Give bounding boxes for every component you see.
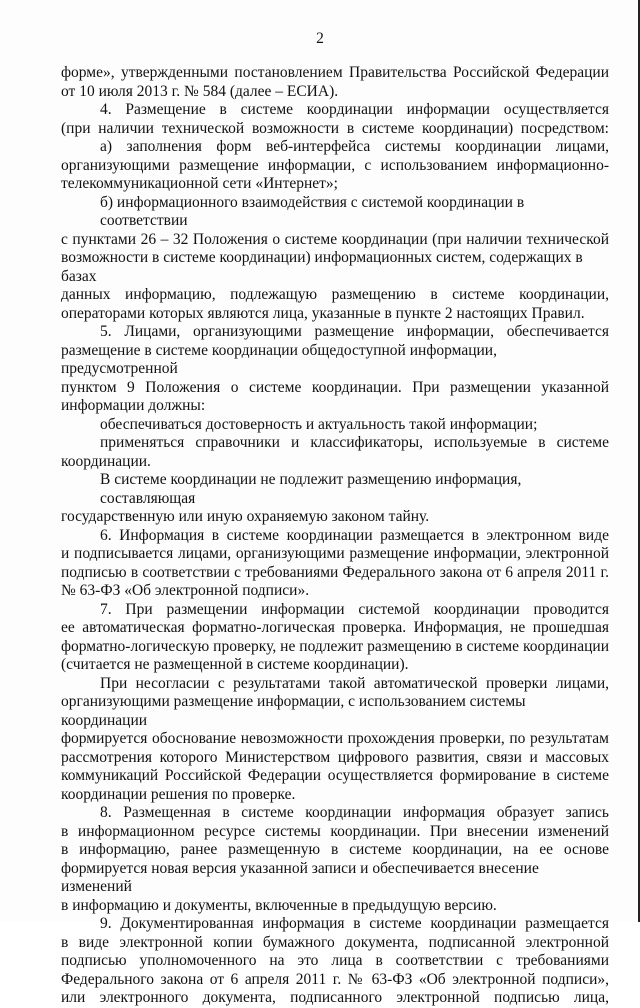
text-line: 4. Размещение в системе координации информации осуществляется <box>100 101 609 118</box>
text-line: организующими размещение информации, с использованием системы координации <box>61 693 526 729</box>
text-line: в информацию, ранее размещенную в системе координации, на ее основе <box>61 841 609 858</box>
text-line: телекоммуникационной сети «Интернет»; <box>61 175 338 192</box>
text-line: коммуникаций Российской Федерации осуществляется формирование в системе <box>61 767 609 784</box>
page-number: 2 <box>316 30 324 47</box>
text-line: рассмотрения которого Министерством цифрового развития, связи и массовых <box>61 748 609 766</box>
text-line: координации. <box>61 452 151 470</box>
text-line: или электронного документа, подписанного электронной подписью лица, <box>61 989 609 1006</box>
text-line: организующими размещение информации, с использованием информационно- <box>61 156 609 174</box>
text-line: размещение в системе координации общедоступной информации, предусмотренной <box>61 341 497 377</box>
text-line: 5. Лицами, организующими размещение информации, обеспечивается <box>100 323 609 340</box>
text-line: с пунктами 26 – 32 Положения о системе координации (при наличии технической <box>61 230 609 248</box>
text-line: 8. Размещенная в системе координации информация образует запись <box>100 804 609 821</box>
text-line: пунктом 9 Положения о системе координации. При размещении указанной <box>61 378 609 396</box>
text-line: (при наличии технической возможности в системе координации) посредством: <box>61 119 609 137</box>
text-line: координации решения по проверке. <box>61 785 296 803</box>
text-line: в информационном ресурсе системы координации. При внесении изменений <box>61 822 609 840</box>
text-line: в виде электронной копии бумажного документа, подписанной электронной <box>61 933 609 951</box>
text-line: (считается не размещенной в системе координации). <box>61 656 409 673</box>
text-line: формируется новая версия указанной записи и обеспечивается внесение изменений <box>61 859 539 895</box>
text-line: информации должны: <box>61 397 206 414</box>
text-line: Федерального закона от 6 апреля 2011 г. № 63-ФЗ «Об электронной подписи», <box>61 970 609 988</box>
text-line: формируется обоснование невозможности прохождения проверки, по результатам <box>61 730 609 747</box>
text-line: подписью в соответствии с требованиями Федерального закона от 6 апреля 2011 г. <box>61 563 609 581</box>
text-line: возможности в системе координации) информационных систем, содержащих в базах <box>61 249 583 285</box>
text-line: применяться справочники и классификаторы, используемые в системе <box>100 434 609 451</box>
text-line: от 10 июля 2013 г. № 584 (далее – ЕСИА). <box>61 82 339 100</box>
text-line: обеспечиваться достоверность и актуальность такой информации; <box>100 415 538 433</box>
text-line: При несогласии с результатами такой автоматической проверки лицами, <box>100 674 609 692</box>
text-line: 7. При размещении информации системой координации проводится <box>100 600 609 618</box>
text-line: ее автоматическая форматно-логическая проверка. Информация, не прошедшая <box>61 619 609 636</box>
text-line: форме», утвержденными постановлением Правительства Российской Федерации <box>61 64 609 81</box>
text-line: в информацию и документы, включенные в предыдущую версию. <box>61 896 497 914</box>
document-body <box>61 64 609 1008</box>
text-line: № 63-ФЗ «Об электронной подписи». <box>61 582 310 599</box>
text-line: форматно-логическую проверку, не подлежит размещению в системе координации <box>61 637 609 655</box>
text-line: операторами которых являются лица, указанные в пункте 2 настоящих Правил. <box>61 304 585 322</box>
text-line: 6. Информация в системе координации размещается в электронном виде <box>100 526 609 544</box>
text-line: подписью уполномоченного на это лица в соответствии с требованиями <box>61 952 609 969</box>
text-line: а) заполнения форм веб-интерфейса системы координации лицами, <box>100 138 609 155</box>
text-line: 9. Документированная информация в системе координации размещается <box>100 915 609 932</box>
text-line: государственную или иную охраняемую законом тайну. <box>61 508 430 525</box>
text-line: В системе координации не подлежит размещению информация, составляющая <box>100 471 522 507</box>
text-line: и подписывается лицами, организующими размещение информации, электронной <box>61 545 609 562</box>
text-line: данных информацию, подлежащую размещению в системе координации, <box>61 286 609 303</box>
text-line: б) информационного взаимодействия с системой координации в соответствии <box>100 193 525 229</box>
